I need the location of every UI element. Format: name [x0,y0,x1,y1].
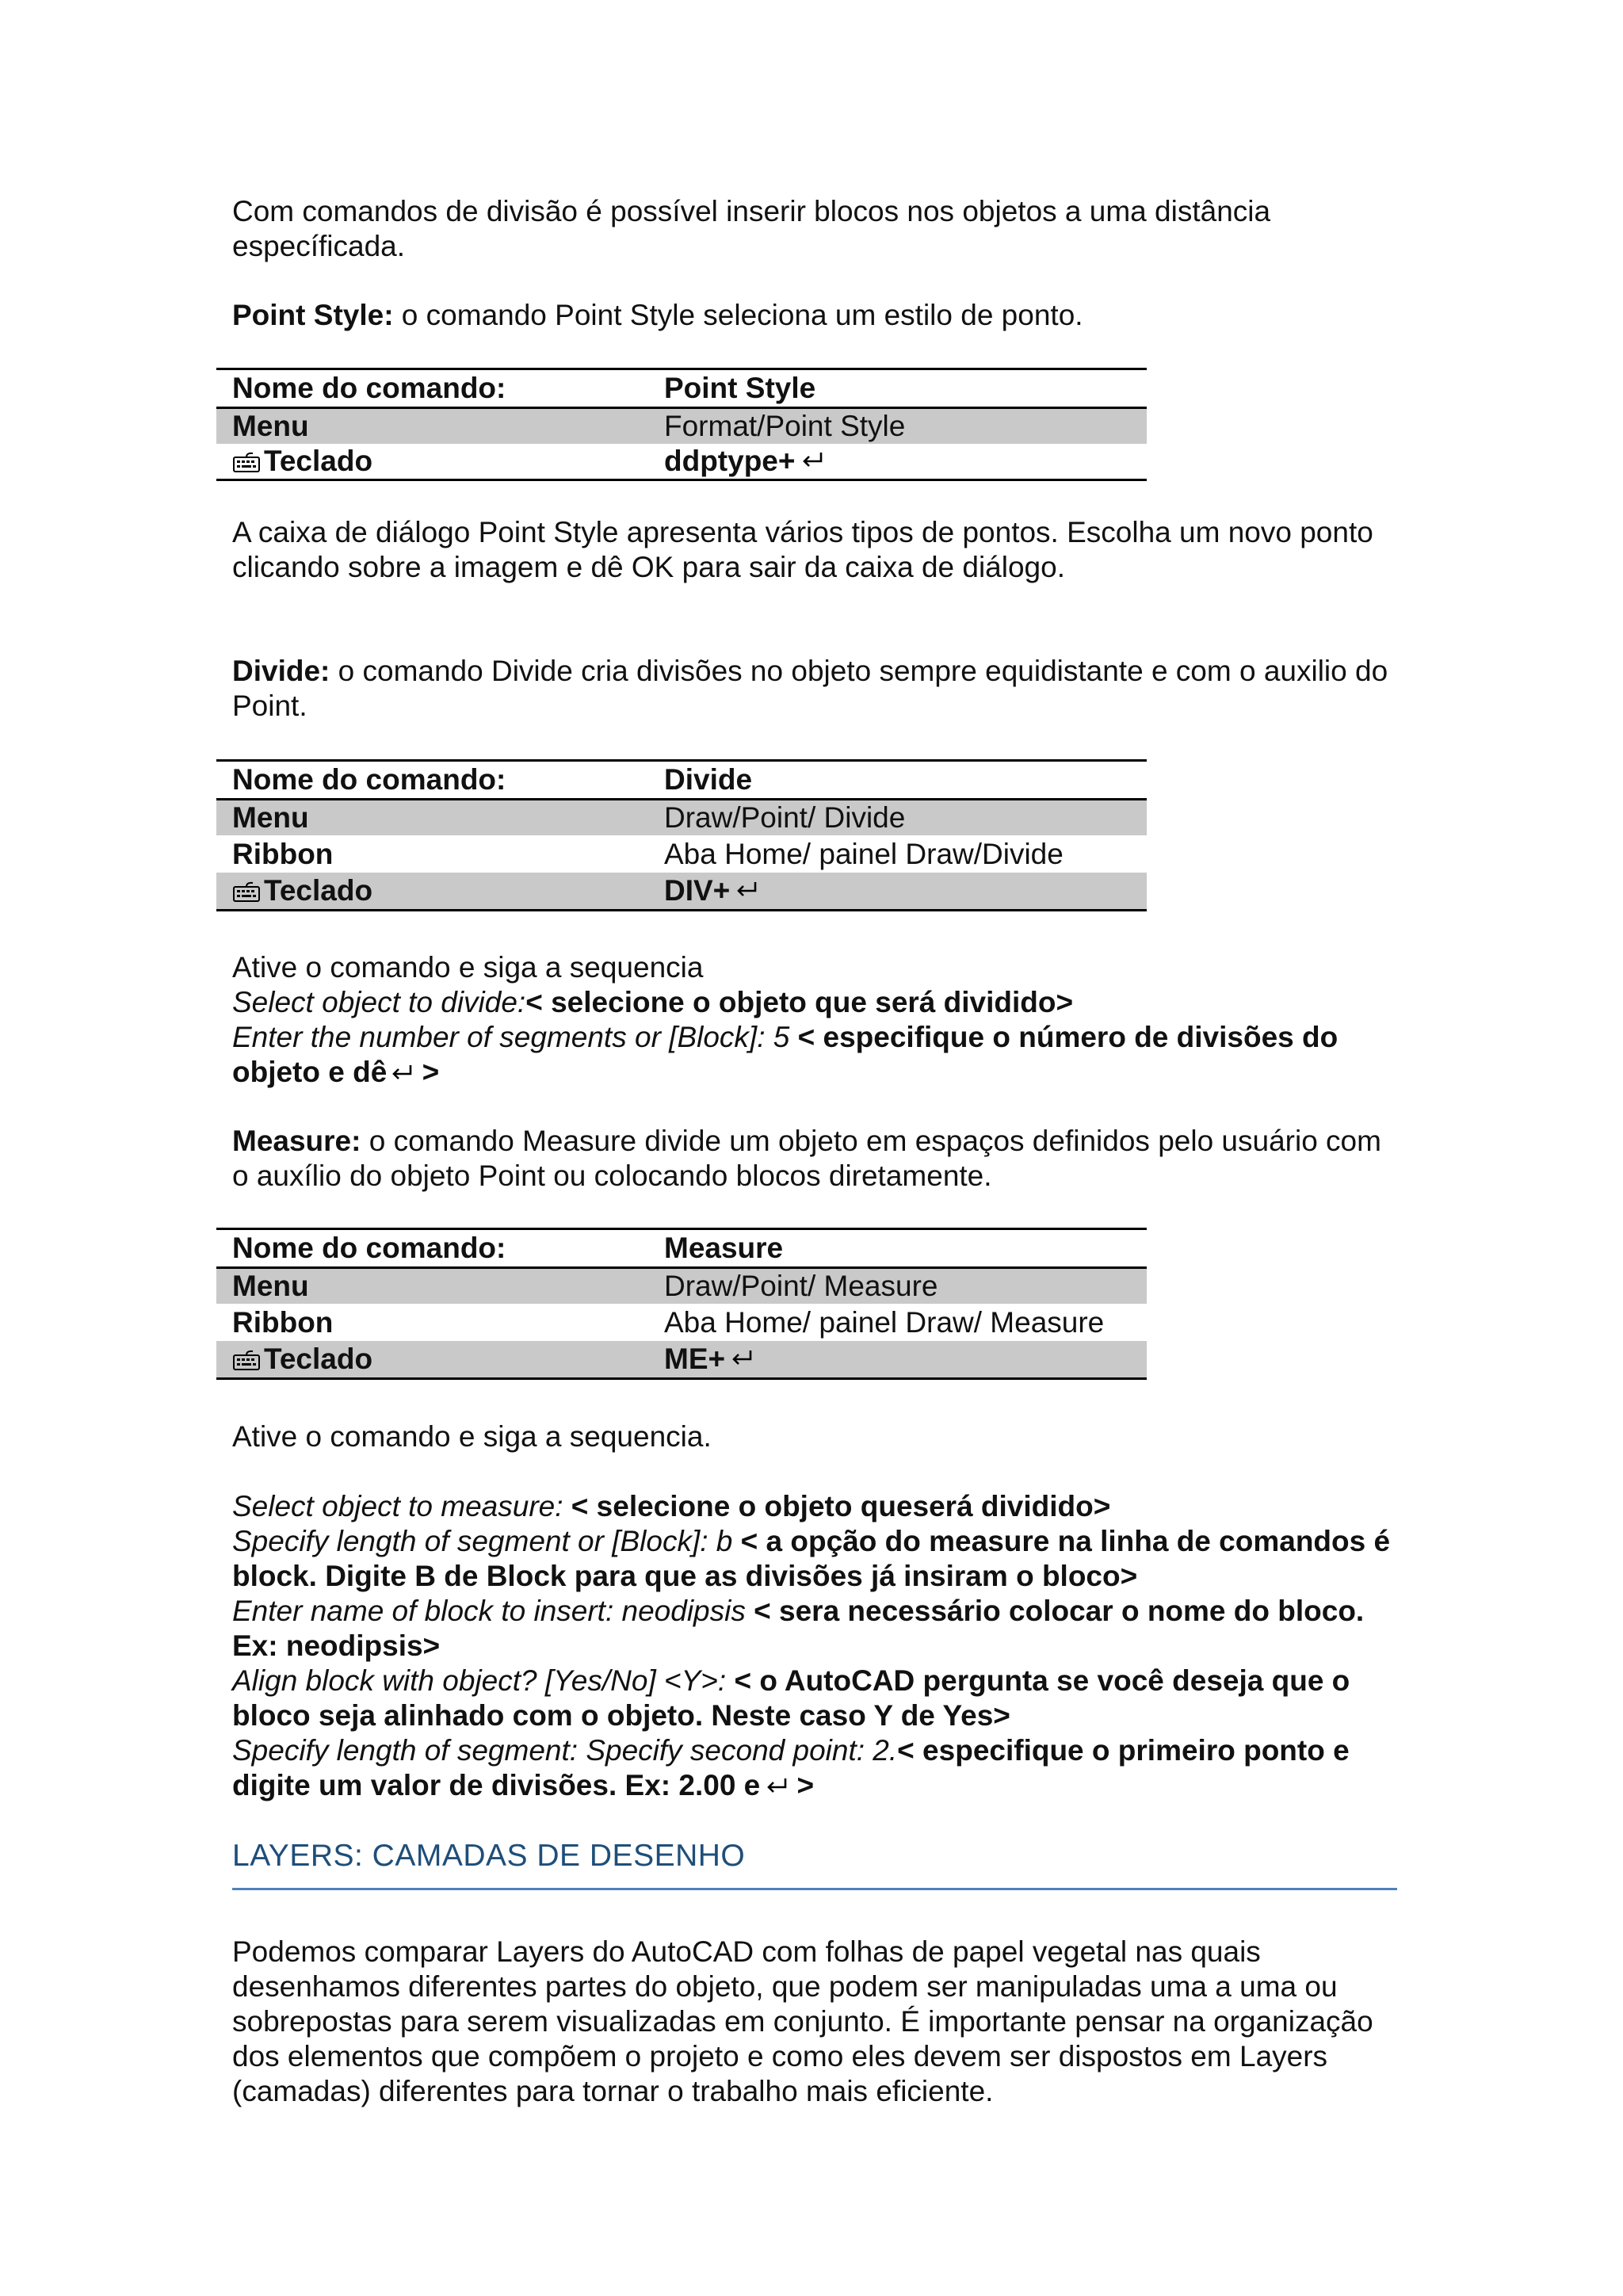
enter-icon [735,880,758,900]
measure-sequence: Select object to measure: < selecione o objeto queserá dividido> Specify length of segment or [Block]: b < a opção do measure na linha de comandos é block. Digite B de Block para que as divisões já insiram o bloco> Enter name of block to insert: neodipsis < sera necessário colocar o nome do bloco. Ex: neodipsis> Align block with object? [Yes/No] <Y>: < o AutoCAD pergunta se você deseja que o bloco seja alinhado com o objeto. Neste caso Y de Yes> Specify length of segment: Specify second point: 2.< especifique o primeiro ponto e digite um valor de divisões. Ex: 2.00 e > [232,1490,1391,1801]
enter-icon [800,450,824,471]
measure-table [216,1228,1147,1380]
keyboard-icon [232,881,261,903]
divide-table [216,759,1147,911]
table-row: Nome do comando: Divide [216,762,1147,800]
measure-sequence-intro: Ative o comando e siga a sequencia. [232,1420,712,1453]
table-row: Teclado ddptype+ [216,444,1147,479]
table-row: Ribbon Aba Home/ painel Draw/ Measure [232,1305,1105,1339]
divide-term: Divide: [232,655,330,687]
table-row: Menu Draw/Point/ Divide [216,800,1147,835]
measure-term: Measure: [232,1125,361,1157]
intro-paragraph: Com comandos de divisão é possível inserir blocos nos objetos a uma distância específicada. [232,195,1271,262]
heading-rule [232,1888,1397,1890]
point-style-term: Point Style: [232,299,394,331]
enter-icon [390,1063,414,1083]
measure-paragraph: Measure: o comando Measure divide um objeto em espaços definidos pelo usuário com o auxílio do objeto Point ou colocando blocos diretamente. [232,1125,1381,1192]
enter-icon [730,1348,754,1369]
layers-paragraph: Podemos comparar Layers do AutoCAD com folhas de papel vegetal nas quais desenhamos diferentes partes do objeto, que podem ser manipuladas uma a uma ou sobrepostas para serem visualizadas em conjunto. É importante pensar na organização dos elementos que compõem o projeto e como eles devem ser dispostos em Layers (camadas) diferentes para tornar o trabalho mais eficiente. [232,1935,1373,2107]
section-heading: LAYERS: CAMADAS DE DESENHO [232,1839,746,1873]
point-style-table [216,368,1147,481]
enter-icon [765,1776,789,1797]
point-style-dialog-paragraph: A caixa de diálogo Point Style apresenta vários tipos de pontos. Escolha um novo ponto clicando sobre a imagem e dê OK para sair da caixa de diálogo. [232,516,1373,583]
table-row: Nome do comando: Measure [216,1230,1147,1269]
divide-sequence: Ative o comando e siga a sequencia Select object to divide:< selecione o objeto que será dividido> Enter the number of segments or [Block]: 5 < especifique o número de divisões do objeto e dê > [232,951,1338,1088]
table-row: Teclado DIV+ [216,873,1147,909]
divide-paragraph: Divide: o comando Divide cria divisões no objeto sempre equidistante e com o auxilio do Point. [232,655,1388,722]
table-row: Menu Draw/Point/ Measure [216,1269,1147,1304]
table-row: Ribbon Aba Home/ painel Draw/Divide [232,837,1064,870]
keyboard-icon [232,451,261,473]
keyboard-icon [232,1349,261,1371]
table-row: Nome do comando: Point Style [216,370,1147,409]
table-row: Teclado ME+ [216,1341,1147,1377]
table-row: Menu Format/Point Style [216,409,1147,444]
point-style-paragraph: Point Style: o comando Point Style seleciona um estilo de ponto. [232,299,1083,331]
